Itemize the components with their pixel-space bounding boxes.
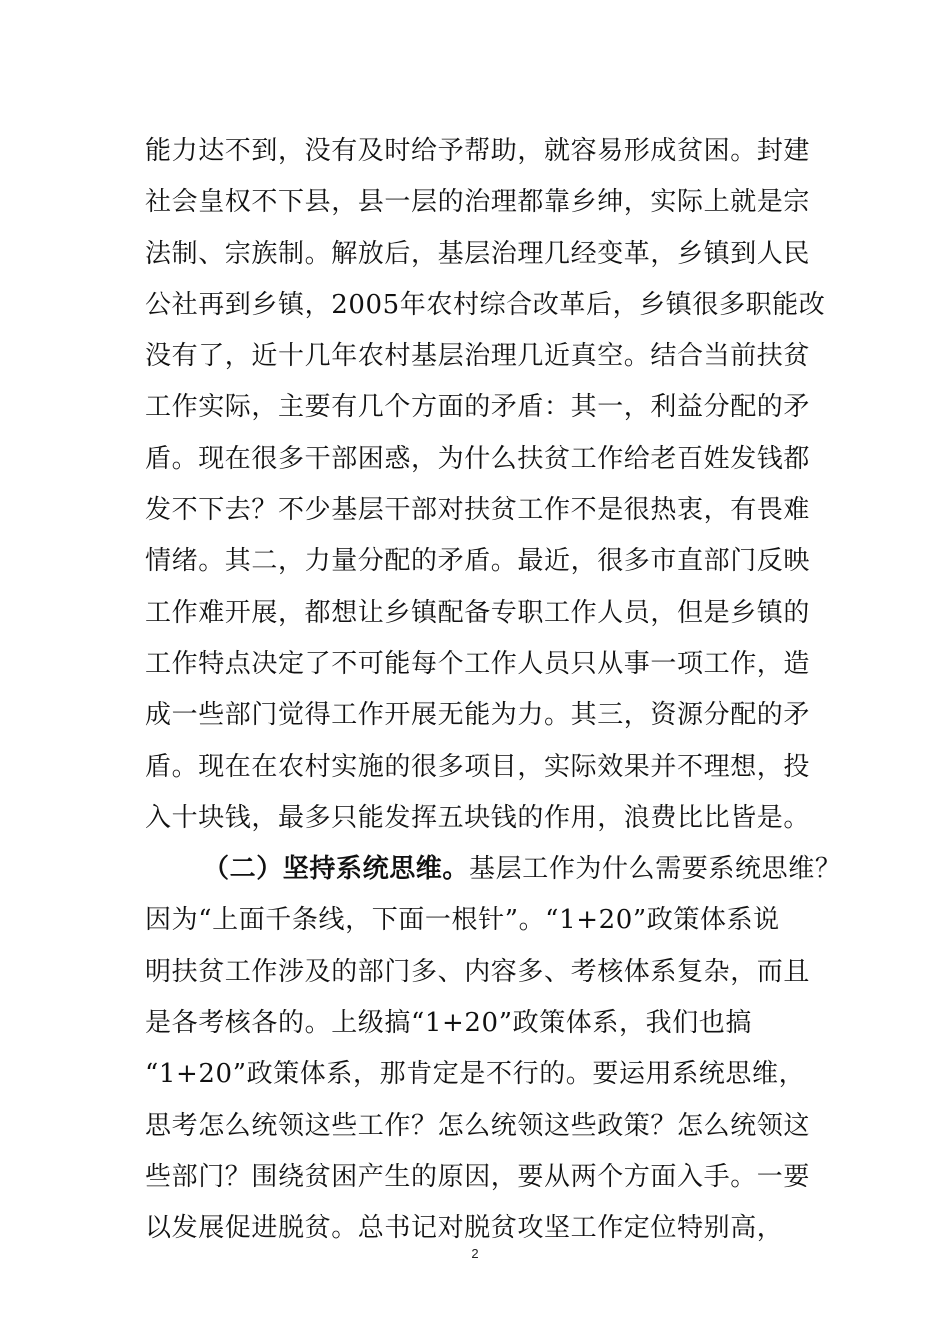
text-line: 盾。现在在农村实施的很多项目，实际效果并不理想，投 [145,751,811,782]
text-line: 工作难开展，都想让乡镇配备专职工作人员，但是乡镇的 [145,597,811,628]
text-line: 入十块钱，最多只能发挥五块钱的作用，浪费比比皆是。 [145,802,811,833]
paragraph-first-line [145,844,842,895]
text-line: 盾。现在很多干部困惑，为什么扶贫工作给老百姓发钱都 [145,443,811,474]
text-line: 情绪。其二，力量分配的矛盾。最近，很多市直部门反映 [145,546,811,577]
text-line: 明扶贫工作涉及的部门多、内容多、考核体系复杂，而且 [145,956,811,987]
text-line: 些部门？围绕贫困产生的原因，要从两个方面入手。一要 [145,1161,811,1192]
text-line: “1+20”政策体系，那肯定是不行的。要运用系统思维， [145,1059,806,1090]
text-line: 成一些部门觉得工作开展无能为力。其三，资源分配的矛 [145,700,811,731]
body-text [145,126,842,1255]
text-line: 是各考核各的。上级搞“1+20”政策体系，我们也搞 [145,1008,752,1039]
heading-continuation: 基层工作为什么需要系统思维？ [469,854,842,885]
text-line: 公社再到乡镇，2005年农村综合改革后，乡镇很多职能改 [145,289,826,320]
text-line: 工作特点决定了不可能每个工作人员只从事一项工作，造 [145,648,811,679]
text-line: 能力达不到，没有及时给予帮助，就容易形成贫困。封建 [145,136,811,166]
text-line: 法制、宗族制。解放后，基层治理几经变革，乡镇到人民 [145,238,811,269]
section-heading: （二）坚持系统思维。 [203,854,470,885]
text-line: 以发展促进脱贫。总书记对脱贫攻坚工作定位特别高， [145,1213,784,1244]
text-line: 工作实际，主要有几个方面的矛盾：其一，利益分配的矛 [145,392,811,423]
text-line: 社会皇权不下县，县一层的治理都靠乡绅，实际上就是宗 [145,187,811,218]
page-number: 2 [471,1246,479,1261]
text-line: 发不下去？不少基层干部对扶贫工作不是很热衷，有畏难 [145,495,811,526]
paragraph-1 [145,126,825,844]
paragraph-2 [145,844,842,1254]
text-line: 思考怎么统领这些工作？怎么统领这些政策？怎么统领这 [145,1110,811,1141]
text-line: 因为“上面千条线，下面一根针”。“1+20”政策体系说 [145,905,780,936]
text-line: 没有了，近十几年农村基层治理几近真空。结合当前扶贫 [145,341,811,372]
